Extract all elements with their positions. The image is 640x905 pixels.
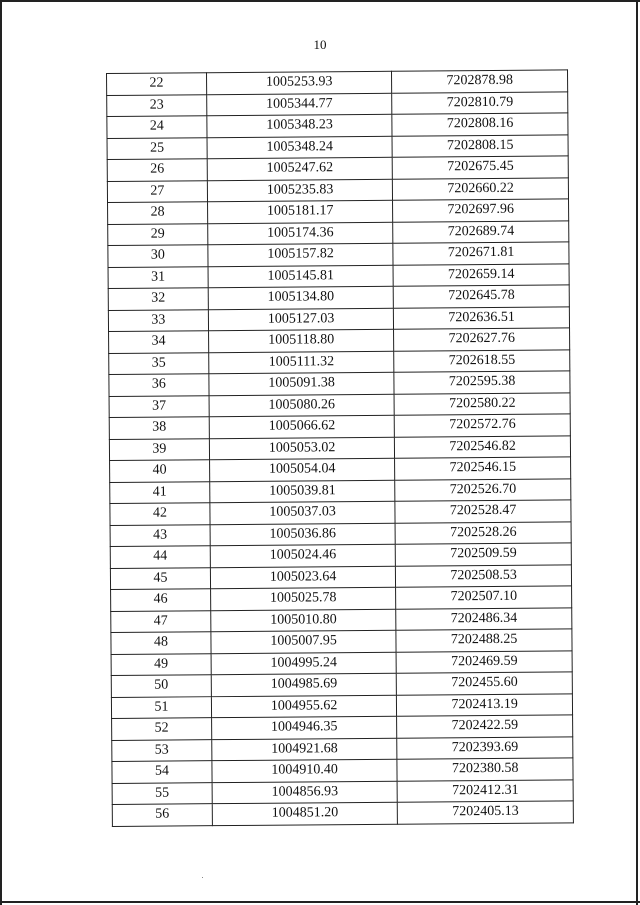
y-coordinate-cell: 7202659.14 xyxy=(393,263,569,286)
y-coordinate-cell: 7202580.22 xyxy=(394,392,570,415)
y-coordinate-cell: 7202810.79 xyxy=(392,91,568,114)
point-number-cell: 48 xyxy=(111,632,211,654)
point-number-cell: 31 xyxy=(108,266,208,288)
y-coordinate-cell: 7202627.76 xyxy=(394,328,570,351)
point-number-cell: 26 xyxy=(107,159,207,181)
x-coordinate-cell: 1004910.40 xyxy=(212,759,398,782)
point-number-cell: 54 xyxy=(112,761,212,783)
y-coordinate-cell: 7202393.69 xyxy=(397,736,573,759)
x-coordinate-cell: 1005037.03 xyxy=(210,501,396,524)
y-coordinate-cell: 7202675.45 xyxy=(393,156,569,179)
x-coordinate-cell: 1004946.35 xyxy=(211,716,397,739)
point-number-cell: 47 xyxy=(111,610,211,632)
x-coordinate-cell: 1004921.68 xyxy=(212,738,398,761)
y-coordinate-cell: 7202508.53 xyxy=(396,564,572,587)
y-coordinate-cell: 7202528.26 xyxy=(395,521,571,544)
point-number-cell: 29 xyxy=(108,223,208,245)
x-coordinate-cell: 1005023.64 xyxy=(210,566,396,589)
y-coordinate-cell: 7202422.59 xyxy=(397,715,573,738)
y-coordinate-cell: 7202618.55 xyxy=(394,349,570,372)
y-coordinate-cell: 7202507.10 xyxy=(396,586,572,609)
x-coordinate-cell: 1005181.17 xyxy=(207,200,393,223)
y-coordinate-cell: 7202645.78 xyxy=(394,285,570,308)
page-number: 10 xyxy=(313,37,327,52)
x-coordinate-cell: 1004955.62 xyxy=(211,695,397,718)
x-coordinate-cell: 1005253.93 xyxy=(206,71,392,94)
y-coordinate-cell: 7202509.59 xyxy=(396,543,572,566)
y-coordinate-cell: 7202808.15 xyxy=(392,134,568,157)
point-number-cell: 52 xyxy=(112,718,212,740)
y-coordinate-cell: 7202689.74 xyxy=(393,220,569,243)
point-number-cell: 30 xyxy=(108,245,208,267)
y-coordinate-cell: 7202380.58 xyxy=(397,758,573,781)
y-coordinate-cell: 7202697.96 xyxy=(393,199,569,222)
x-coordinate-cell: 1005145.81 xyxy=(208,265,394,288)
point-number-cell: 34 xyxy=(109,331,209,353)
x-coordinate-cell: 1004851.20 xyxy=(212,802,398,825)
x-coordinate-cell: 1005036.86 xyxy=(210,523,396,546)
point-number-cell: 46 xyxy=(111,589,211,611)
x-coordinate-cell: 1005025.78 xyxy=(210,587,396,610)
y-coordinate-cell: 7202486.34 xyxy=(396,607,572,630)
point-number-cell: 55 xyxy=(112,782,212,804)
x-coordinate-cell: 1005157.82 xyxy=(208,243,394,266)
point-number-cell: 28 xyxy=(108,202,208,224)
x-coordinate-cell: 1004985.69 xyxy=(211,673,397,696)
x-coordinate-cell: 1005007.95 xyxy=(211,630,397,653)
point-number-cell: 37 xyxy=(109,395,209,417)
point-number-cell: 51 xyxy=(111,696,211,718)
y-coordinate-cell: 7202595.38 xyxy=(394,371,570,394)
point-number-cell: 23 xyxy=(107,94,207,116)
x-coordinate-cell: 1005066.62 xyxy=(209,415,395,438)
x-coordinate-cell: 1005348.23 xyxy=(207,114,393,137)
x-coordinate-cell: 1005127.03 xyxy=(208,308,394,331)
point-number-cell: 41 xyxy=(110,481,210,503)
point-number-cell: 42 xyxy=(110,503,210,525)
page-border-bottom xyxy=(0,901,640,903)
page-border-top xyxy=(0,0,640,2)
x-coordinate-cell: 1005118.80 xyxy=(208,329,394,352)
y-coordinate-cell: 7202808.16 xyxy=(392,113,568,136)
y-coordinate-cell: 7202528.47 xyxy=(395,500,571,523)
point-number-cell: 50 xyxy=(111,675,211,697)
y-coordinate-cell: 7202405.13 xyxy=(398,801,574,824)
x-coordinate-cell: 1005174.36 xyxy=(208,222,394,245)
point-number-cell: 53 xyxy=(112,739,212,761)
page-border-right xyxy=(636,0,638,905)
x-coordinate-cell: 1005235.83 xyxy=(207,179,393,202)
coordinates-table-body xyxy=(107,70,574,826)
y-coordinate-cell: 7202488.25 xyxy=(396,629,572,652)
x-coordinate-cell: 1005134.80 xyxy=(208,286,394,309)
y-coordinate-cell: 7202660.22 xyxy=(393,177,569,200)
point-number-cell: 22 xyxy=(107,73,207,95)
y-coordinate-cell: 7202413.19 xyxy=(397,693,573,716)
x-coordinate-cell: 1004995.24 xyxy=(211,652,397,675)
x-coordinate-cell: 1005039.81 xyxy=(210,480,396,503)
x-coordinate-cell: 1005348.24 xyxy=(207,136,393,159)
x-coordinate-cell: 1005080.26 xyxy=(209,394,395,417)
y-coordinate-cell: 7202636.51 xyxy=(394,306,570,329)
x-coordinate-cell: 1005247.62 xyxy=(207,157,393,180)
x-coordinate-cell: 1005111.32 xyxy=(209,351,395,374)
y-coordinate-cell: 7202671.81 xyxy=(393,242,569,265)
point-number-cell: 44 xyxy=(110,546,210,568)
scan-speck xyxy=(202,877,203,878)
y-coordinate-cell: 7202572.76 xyxy=(395,414,571,437)
point-number-cell: 27 xyxy=(107,180,207,202)
x-coordinate-cell: 1005054.04 xyxy=(209,458,395,481)
point-number-cell: 38 xyxy=(109,417,209,439)
x-coordinate-cell: 1005053.02 xyxy=(209,437,395,460)
x-coordinate-cell: 1005024.46 xyxy=(210,544,396,567)
y-coordinate-cell: 7202878.98 xyxy=(392,70,568,93)
y-coordinate-cell: 7202469.59 xyxy=(396,650,572,673)
point-number-cell: 39 xyxy=(109,438,209,460)
coordinates-table xyxy=(106,69,574,826)
x-coordinate-cell: 1004856.93 xyxy=(212,781,398,804)
point-number-cell: 36 xyxy=(109,374,209,396)
point-number-cell: 43 xyxy=(110,524,210,546)
point-number-cell: 45 xyxy=(110,567,210,589)
point-number-cell: 24 xyxy=(107,116,207,138)
y-coordinate-cell: 7202546.82 xyxy=(395,435,571,458)
x-coordinate-cell: 1005010.80 xyxy=(211,609,397,632)
page-border-left xyxy=(0,0,2,905)
x-coordinate-cell: 1005091.38 xyxy=(209,372,395,395)
point-number-cell: 40 xyxy=(110,460,210,482)
point-number-cell: 32 xyxy=(108,288,208,310)
table-row xyxy=(112,801,573,826)
point-number-cell: 49 xyxy=(111,653,211,675)
y-coordinate-cell: 7202526.70 xyxy=(395,478,571,501)
point-number-cell: 35 xyxy=(109,352,209,374)
y-coordinate-cell: 7202455.60 xyxy=(397,672,573,695)
point-number-cell: 56 xyxy=(112,804,212,826)
y-coordinate-cell: 7202546.15 xyxy=(395,457,571,480)
x-coordinate-cell: 1005344.77 xyxy=(207,93,393,116)
y-coordinate-cell: 7202412.31 xyxy=(397,779,573,802)
point-number-cell: 33 xyxy=(108,309,208,331)
point-number-cell: 25 xyxy=(107,137,207,159)
